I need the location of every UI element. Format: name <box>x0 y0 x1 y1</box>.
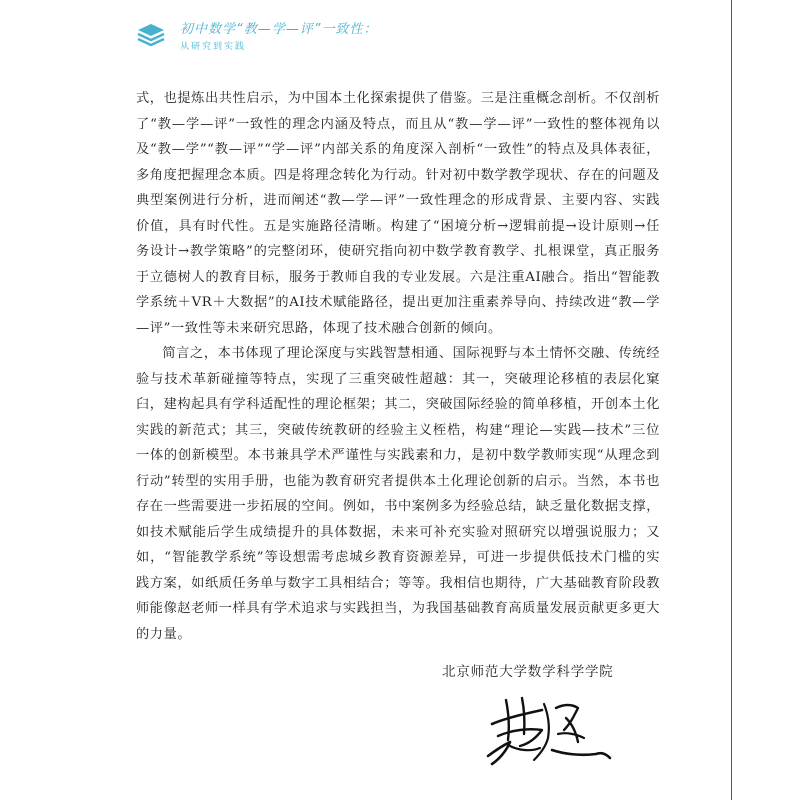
author-affiliation: 北京师范大学数学科学学院 <box>442 664 614 680</box>
layered-stack-icon <box>136 22 166 48</box>
header-subtitle: 从研究到实践 <box>180 42 247 52</box>
paragraph-summary: 简言之，本书体现了理论深度与实践智慧相通、国际视野与本土情怀交融、传统经验与技术革新碰撞等特点，实现了三重突破性超越：其一，突破理论移植的表层化窠臼，建构起具有学科适配性的理论框架；其二，突破国际经验的简单移植，开创本土化实践的新范式；其三，突破传统教研的经验主义桎梏，构建“理论—实践—技术”三位一体的创新模型。本书兼具学术严谨性与实践素和力，是初中数学教师实现“从理念到行动”转型的实用手册，也能为教育研究者提供本土化理论创新的启示。当然，本书也存在一些需要进一步拓展的空间。例如，书中案例多为经验总结，缺乏量化数据支撑，如技术赋能后学生成绩提升的具体数据，未来可补充实验对照研究以增强说服力；又如，“智能教学系统”等设想需考虑城乡教育资源差异，可进一步提供低技术门槛的实践方案，如纸质任务单与数字工具相结合；等等。我相信也期待，广大基础教育阶段教师能像赵老师一样具有学术追求与实践担当，为我国基础教育高质量发展贡献更多更大的力量。 <box>136 346 660 642</box>
handwritten-signature <box>484 694 614 768</box>
header-title: 初中数学“教—学—评”一致性： <box>180 22 378 37</box>
page-edge-line <box>731 0 732 800</box>
body-text <box>136 86 660 647</box>
paragraph-continuation: 式，也提炼出共性启示，为中国本土化探索提供了借鉴。三是注重概念剖析。不仅剖析了“教—学—评”一致性的理念内涵及特点，而且从“教—学—评”一致性的整体视角以及“教—学”“教—评”“学—评”内部关系的角度深入剖析“一致性”的特点及具体表征，多角度把握理念本质。四是将理念转化为行动。针对初中数学教学现状、存在的问题及典型案例进行分析，进而阐述“教—学—评”一致性理念的形成背景、主要内容、实践价值，具有时代性。五是实施路径清晰。构建了“困境分析→逻辑前提→设计原则→任务设计→教学策略”的完整闭环，使研究指向初中数学教育教学、扎根课堂，真正服务于立德树人的教育目标，服务于教师自我的专业发展。六是注重AI融合。指出“智能教学系统＋VR＋大数据”的AI技术赋能路径，提出更加注重素养导向、持续改进“教—学—评”一致性等未来研究思路，体现了技术融合创新的倾向。 <box>136 91 660 336</box>
